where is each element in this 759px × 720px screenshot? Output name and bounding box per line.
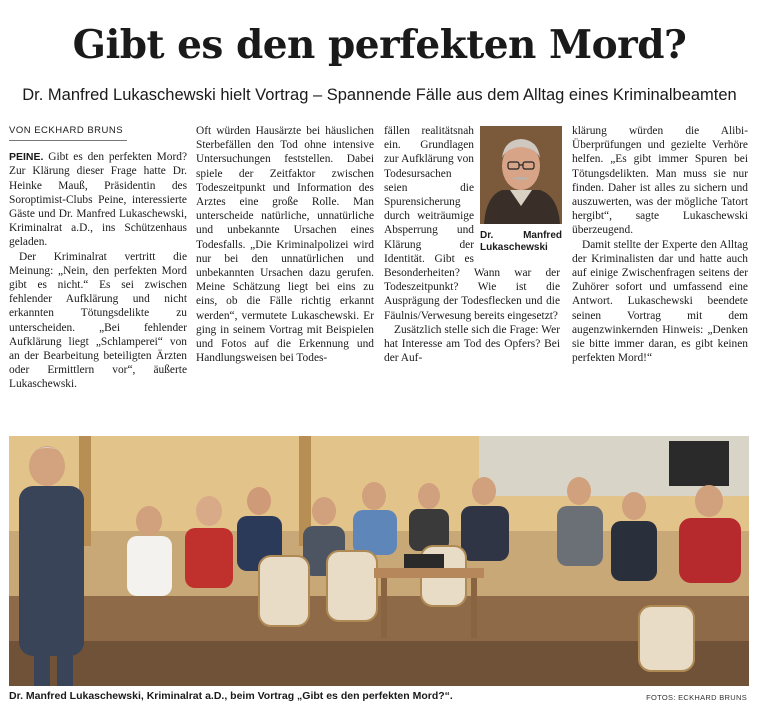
- column-3: [384, 124, 560, 365]
- headline: Gibt es den perfekten Mord?: [72, 22, 687, 68]
- paragraph: fällen realitätsnah ein. Grundlagen zur Aufklärung von Todesursachen seien die Spurensicherung durch weiträumige Absperrung und Klärung der Identität. Gibt es Besonderheiten? Wann war der Todeszeitpunkt? Wie ist die Ausprägung der Todesflecken und die Fäulnis/Verwesung bereits eingesetzt?: [384, 125, 560, 322]
- portrait-caption: Dr. Manfred Lukaschewski: [480, 230, 562, 254]
- portrait-box: [480, 126, 562, 254]
- column-4: [572, 124, 748, 365]
- paragraph: [9, 150, 187, 249]
- paragraph: klärung würden die Alibi-Überprüfungen und gezielte Verhöre helfen. „Es gibt immer Spuren bei Tötungsdelikten. Man muss sie nur finden. Daher ist alles zu sichern und auszuwerten, was der mögliche Tatort hergibt“, sagte Lukaschewski überzeugend.: [572, 125, 748, 237]
- paragraph-text: Gibt es den perfekten Mord? Zur Klärung dieser Frage hatte Dr. Heinke Mauß, Präsidentin des Soroptimist-Clubs Peine, interessierte Gäste und Dr. Manfred Lukaschewski, Kriminalrat a.D., ins Schützenhaus geladen.: [9, 151, 187, 249]
- portrait-photo: [480, 126, 562, 224]
- photo-credit: FOTOS: ECKHARD BRUNS: [646, 693, 747, 702]
- dateline: PEINE.: [9, 151, 44, 164]
- lecture-photo: [9, 436, 749, 686]
- paragraph: Oft würden Hausärzte bei häuslichen Sterbefällen den Tod ohne intensive Untersuchungen feststellen. Dabei spiele der Zeitfaktor zwischen Todeszeitpunkt und Information des Arztes eine große Rolle. Man unterscheide natürliche, unnatürliche und unbekannte Ursachen eines Todesfalls. „Die Kriminalpolizei wird nur bei den unnatürlichen und unbekannten Ursachen dazu gerufen. Meine Schätzung liegt bei eins zu eins, ob die Fälle richtig erkannt werden“, vermutete Lukaschewski. Er ging in seinem Vortrag mit Beispielen und Fotos auf die Erkennung und Handlungsweisen bei Todes-: [196, 125, 374, 365]
- subheadline: Dr. Manfred Lukaschewski hielt Vortrag – Spannende Fälle aus dem Alltag eines Kriminalbeamten: [22, 86, 737, 104]
- paragraph: Zusätzlich stelle sich die Frage: Wer hat Interesse am Tod des Opfers? Bei der Auf-: [384, 323, 560, 365]
- column-2: [196, 124, 374, 365]
- paragraph: Damit stellte der Experte den Alltag der Kriminalisten dar und hatte auch auf einige Zwischenfragen seitens der Zuhörer sofort und umfassend eine Antwort. Lukaschewski beendete seinen Vortrag mit dem augenzwinkernden Hinweis: „Denken sie bitte immer daran, es gibt keinen perfekten Mord!“: [572, 238, 748, 365]
- paragraph: Der Kriminalrat vertritt die Meinung: „Nein, den perfekten Mord gibt es nicht.“ Es sei zwischen fehlender Aufklärung und nicht erkannten Tötungsdelikte zu unterscheiden. „Bei fehlender Aufklärung liegt „Schlamperei“ von an der Bearbeitung beteiligten Ärzten oder Ermittlern vor“, äußerte Lukaschewski.: [9, 250, 187, 391]
- photo-caption: Dr. Manfred Lukaschewski, Kriminalrat a.D., beim Vortrag „Gibt es den perfekten Mord?“.: [9, 690, 453, 702]
- column-1: [9, 124, 187, 392]
- byline: VON ECKHARD BRUNS: [9, 124, 127, 141]
